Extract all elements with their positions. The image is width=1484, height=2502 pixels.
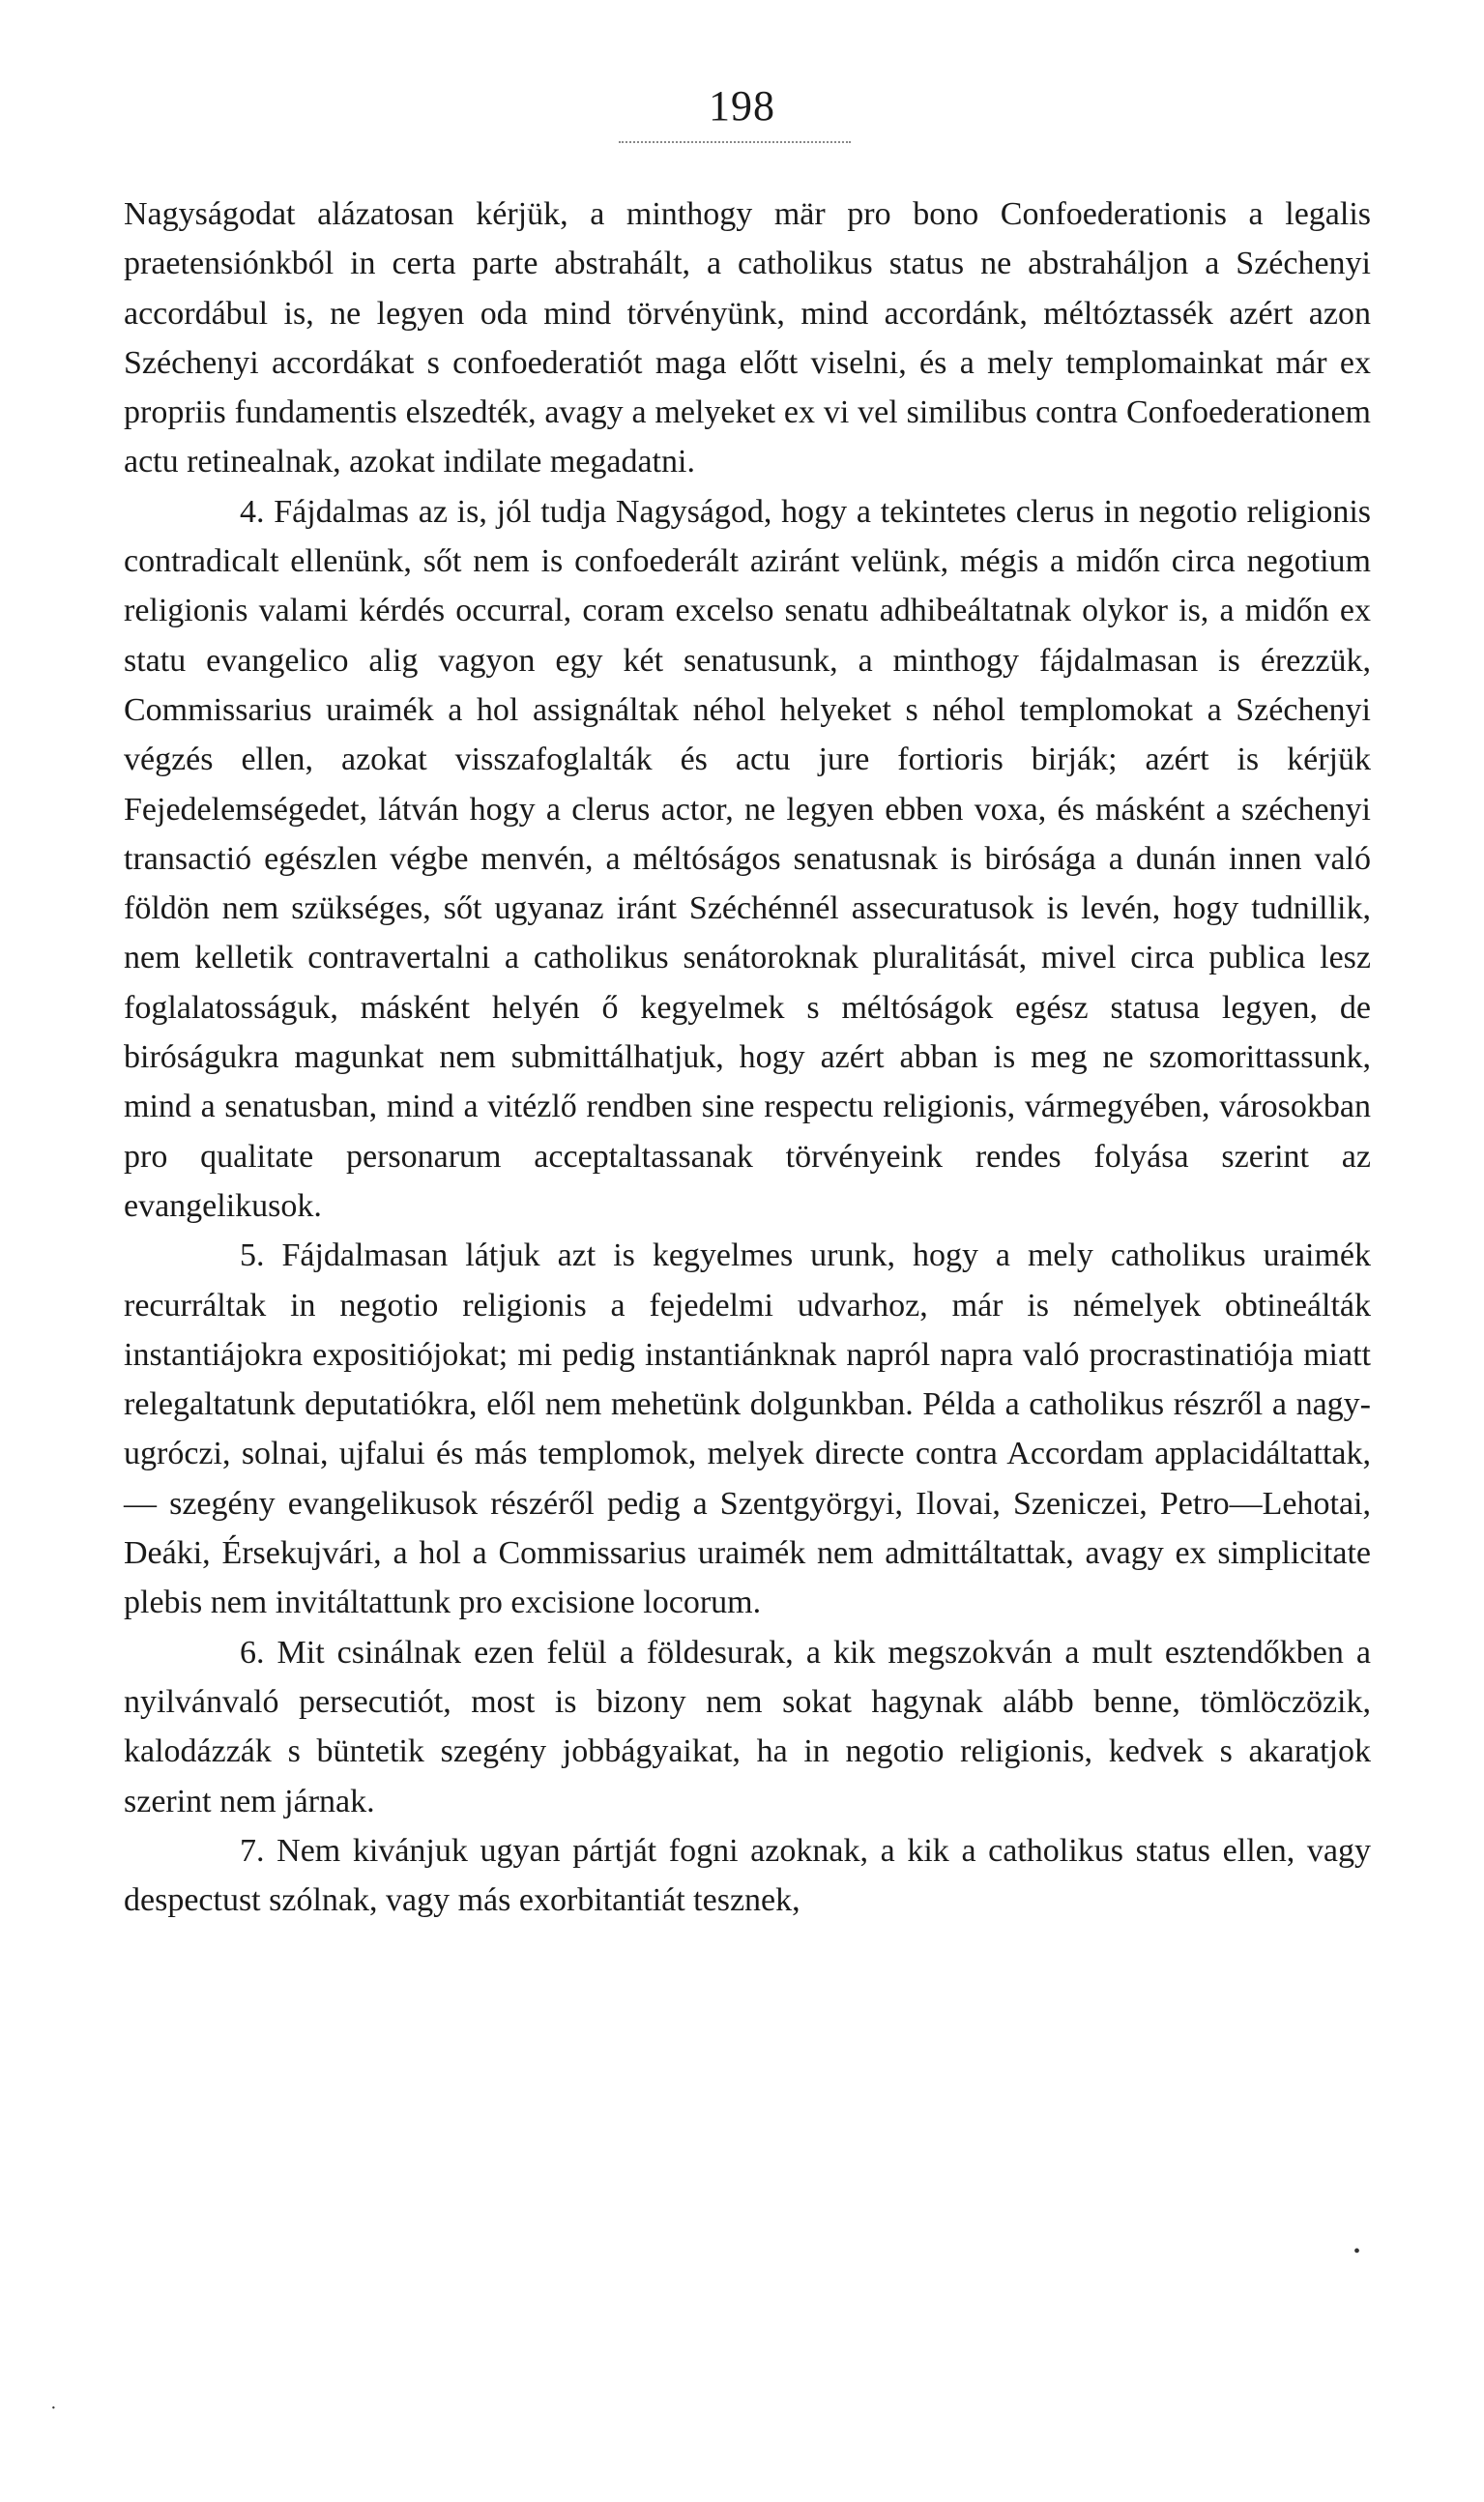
stray-ink-mark: • (1353, 2241, 1361, 2262)
paragraph-7: 7. Nem kivánjuk ugyan pártját fogni azoknak, a kik a catholikus status ellen, vagy despectust szólnak, vagy más exorbitantiát tesznek, (124, 1832, 1371, 1919)
paragraph-6: 6. Mit csinálnak ezen felül a földesurak, a kik megszokván a mult esztendőkben a nyilvánvaló persecutiót, most is bizony nem sokat hagynak alább benne, tömlöczözik, kalodázzák s büntetik szegény jobbágyaikat, ha in negotio religionis, kedvek s akaratjok szerint nem járnak. (124, 1634, 1371, 1819)
stray-ink-mark: · (50, 2398, 57, 2419)
paragraph-4: 4. Fájdalmas az is, jól tudja Nagyságod, hogy a tekintetes clerus in negotio religionis contradicalt ellenünk, sőt nem is confoederált aziránt velünk, mégis a midőn circa negotium religionis valami kérdés occurral, coram excelso senatu adhibeáltatnak olykor is, a midőn ex statu evangelico alig vagyon egy két senatusunk, a minthogy fájdalmasan is érezzük, Commissarius uraimék a hol assignáltak néhol helyeket s néhol templomokat a Széchenyi végzés ellen, azokat visszafoglalták és actu jure fortioris birják; azért is kérjük Fejedelemségedet, látván hogy a clerus actor, ne legyen ebben voxa, és másként a széchenyi transactió egészlen végbe menvén, a méltóságos senatusnak is birósága a dunán innen való földön nem szükséges, sőt ugyanaz iránt Széchénnél assecuratusok is levén, hogy tudnillik, nem kelletik contravertalni a catholikus senátoroknak pluralitását, mivel circa publica lesz foglalatosságuk, másként helyén ő kegyelmek s méltóságok egész statusa legyen, de biróságukra magunkat nem submittálhatjuk, hogy azért abban is meg ne szomorittassunk, mind a senatusban, mind a vitézlő rendben sine respectu religionis, vármegyében, városokban pro qualitate personarum acceptaltassanak törvényeink rendes folyása szerint az evangelikusok. (124, 493, 1371, 1224)
paragraph-intro: Nagyságodat alázatosan kérjük, a minthogy mär pro bono Confoederationis a legalis praetensiónkból in certa parte abstrahált, a catholikus status ne abstraháljon a Széchenyi accordábul is, ne legyen oda mind törvényünk, mind accordánk, méltóztassék azért azon Széchenyi accordákat s confoederatiót maga előtt viselni, és a mely templomainkat már ex propriis fundamentis elszedték, avagy a melyeket ex vi vel similibus contra Confoederationem actu retinealnak, azokat indilate megadatni. (124, 196, 1371, 480)
page-number-ornament (619, 141, 851, 149)
body-text (124, 189, 1371, 1925)
paragraph-5: 5. Fájdalmasan látjuk azt is kegyelmes urunk, hogy a mely catholikus uraimék recurráltak in negotio religionis a fejedelmi udvarhoz, már is némelyek obtineálták instantiájokra expositiójokat; mi pedig instantiánknak napról napra való procrastinatiója miatt relegaltatunk deputatiókra, elől nem mehetünk dolgunkban. Példa a catholikus részről a nagy-ugróczi, solnai, ujfalui és más templomok, melyek directe contra Accordam applacidáltattak, — szegény evangelikusok részéről pedig a Szentgyörgyi, Ilovai, Szeniczei, Petro—Lehotai, Deáki, Érsekujvári, a hol a Commissarius uraimék nem admittáltattak, avagy ex simplicitate plebis nem invitáltattunk pro excisione locorum. (124, 1237, 1371, 1621)
page-number: 198 (709, 82, 775, 130)
